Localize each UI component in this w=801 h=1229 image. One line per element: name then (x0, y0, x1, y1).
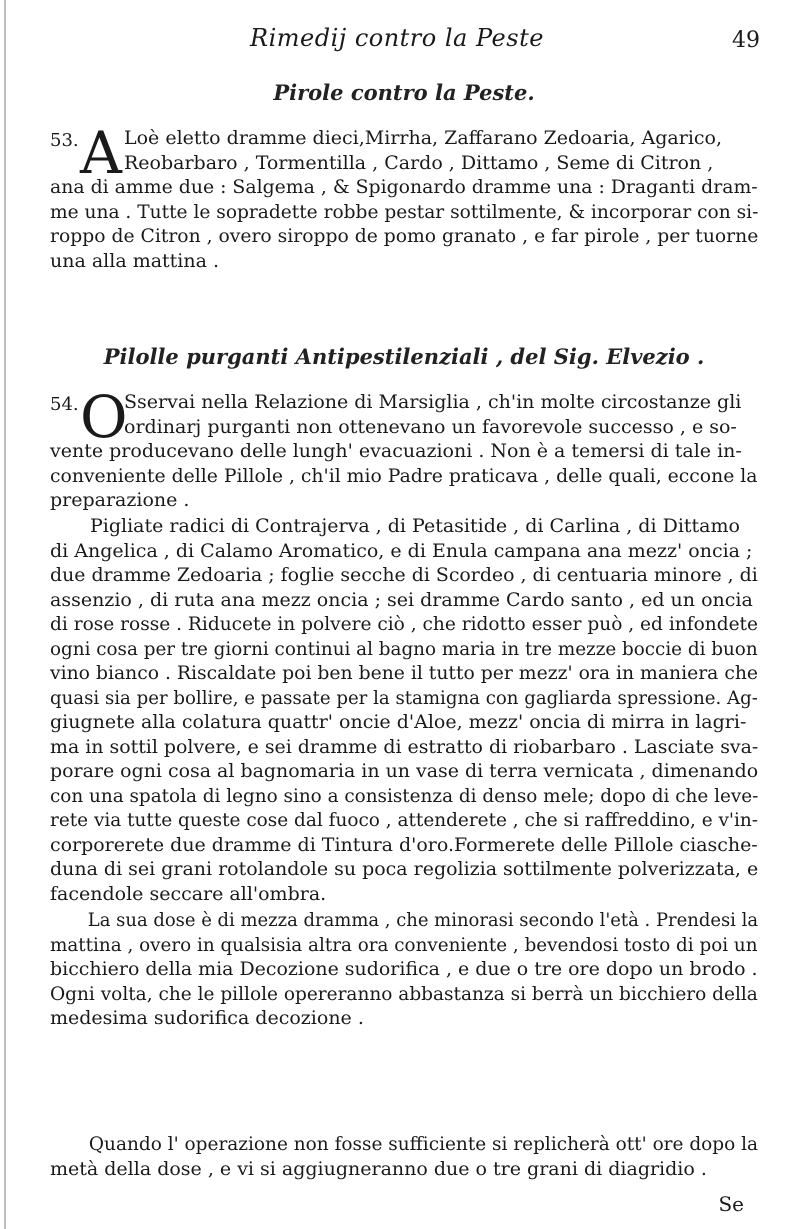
numbered-paragraph (50, 119, 759, 273)
drop-capital: O (80, 383, 128, 451)
numbered-paragraph (50, 383, 758, 513)
book-page (24, 0, 784, 1229)
text-line: di rose rosse . Riducete in polvere ciò , che ridotto esser può , ed infondete (50, 613, 758, 635)
text-line: medesima sudorifica decozione . (50, 1007, 364, 1029)
text-line: bicchiero della mia Decozione sudorifica , e due o tre ore dopo un brodo . (50, 958, 758, 980)
text-line: ordinarj purganti non ottenevano un favorevole successo , e so- (124, 415, 737, 438)
text-line: roppo de Citron , overo siroppo de pomo granato , e far pirole , per tuorne (50, 225, 759, 247)
text-line: una alla mattina . (50, 249, 220, 272)
text-line: rete via tutte queste cose dal fuoco , attenderete , che si raffreddino, e v'in- (50, 809, 759, 831)
text-line: giugnete alla colatura quattr' oncie d'Aloe, mezz' oncia di mirra in lagri- (50, 711, 747, 733)
text-line: La sua dose è di mezza dramma , che minorasi secondo l'età . Prendesi la (87, 909, 759, 931)
catchword: Se (718, 1192, 744, 1216)
text-line: facendole seccare all'ombra. (50, 882, 327, 905)
text-line: due dramme Zedoaria ; foglie secche di Scordeo , di centuaria minore , di (50, 564, 758, 586)
text-line: corporerete due dramme di Tintura d'oro.Formerete delle Pillole ciasche- (50, 833, 758, 856)
page-edge-rule (4, 0, 6, 1229)
text-line: duna di sei grani rotolandole su poca regolizia sottilmente polverizzata, e (50, 858, 759, 880)
section-title: Pirole contro la Peste. (273, 80, 535, 105)
running-title: Rimedij contro la Peste (250, 24, 544, 52)
text-line: ma in sottil polvere, e sei dramme di estratto di riobarbaro . Lasciate sva- (50, 735, 759, 758)
text-line: me una . Tutte le sopradette robbe pestar sottilmente, & incorporar con si- (50, 200, 759, 223)
text-line: metà della dose , e vi si aggiugneranno due o tre grani di diagridio . (50, 1157, 707, 1180)
text-line: Reobarbaro , Tormentilla , Cardo , Dittamo , Seme di Citron , (124, 151, 714, 174)
paragraph-number: 54. (50, 394, 79, 415)
drop-capital: A (80, 119, 122, 187)
text-line: porare ogni cosa al bagnomaria in un vase di terra vernicata , dimenando (50, 760, 759, 782)
text-line: preparazione . (50, 489, 190, 511)
text-line: vente producevano delle lungh' evacuazioni . Non è a temersi di tale in- (50, 440, 742, 462)
text-line: Loè eletto dramme dieci,Mirrha, Zaffarano Zedoaria, Agarico, (124, 127, 723, 149)
text-line: conveniente delle Pillole , ch'il mio Padre praticava , delle quali, eccone la (50, 464, 758, 487)
text-line: assenzio , di ruta ana mezz oncia ; sei dramme Cardo santo , ed un oncia (50, 588, 753, 611)
closing-paragraph (50, 1132, 758, 1181)
text-line: Ogni volta, che le pillole opereranno abbastanza si berrà un bicchiero della (50, 982, 758, 1005)
text-line: con una spatola di legno sino a consistenza di denso mele; dopo di che leve- (50, 784, 759, 807)
text-line: vino bianco . Riscaldate poi ben bene il tutto per mezz' ora in maniera che (50, 662, 759, 684)
recipe-paragraph (50, 514, 758, 906)
text-line: Pigliate radici di Contrajerva , di Petasitide , di Carlina , di Dittamo (90, 515, 740, 537)
paragraph-number: 53. (50, 130, 79, 151)
text-line: ana di amme due : Salgema , & Spigonardo dramme una : Draganti dram- (50, 176, 758, 198)
text-line: ogni cosa per tre giorni continui al bagno maria in tre mezze boccie di buon (50, 637, 758, 660)
text-line: quasi sia per bollire, e passate per la stamigna con gagliarda spressione. Ag- (50, 686, 758, 709)
text-line: Sservai nella Relazione di Marsiglia , ch'in molte circostanze gli (124, 391, 742, 413)
text-line: di Angelica , di Calamo Aromatico, e di Enula campana ana mezz' oncia ; (50, 539, 753, 562)
section-title: Pilolle purganti Antipestilenziali , del Sig. Elvezio . (103, 344, 705, 369)
text-line: mattina , overo in qualsisia altra ora conveniente , bevendosi tosto di poi un (50, 933, 758, 956)
dosage-paragraph (50, 908, 758, 1031)
text-line: Quando l' operazione non fosse sufficiente si replicherà ott' ore dopo la (88, 1133, 759, 1155)
page-number: 49 (732, 28, 760, 53)
